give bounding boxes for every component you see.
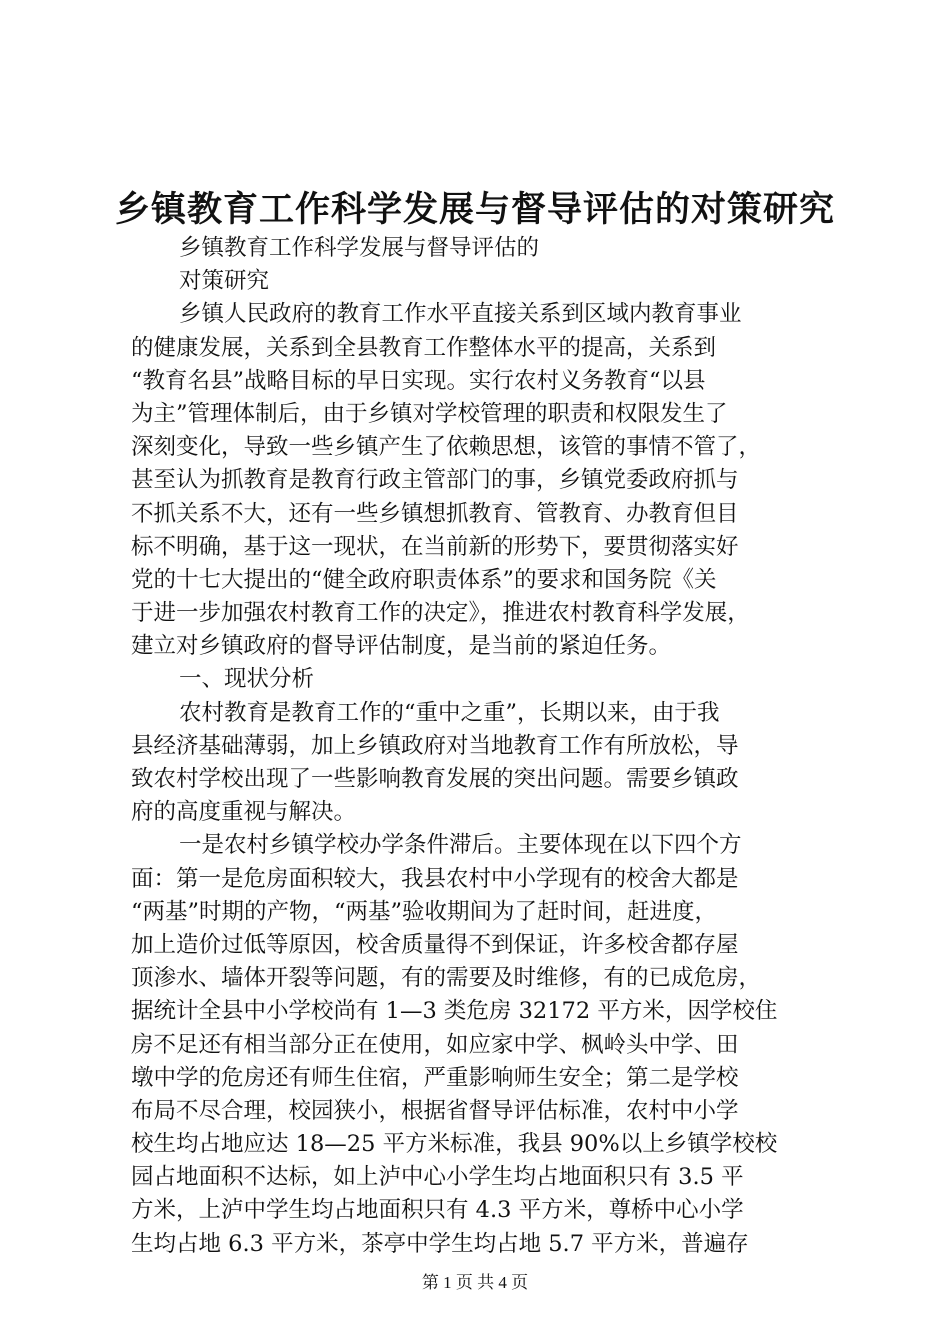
text-line: 布局不尽合理，校园狭小，根据省督导评估标准，农村中小学 (131, 1097, 739, 1124)
document-body (131, 232, 843, 1261)
text-line: 一是农村乡镇学校办学条件滞后。主要体现在以下四个方 (179, 832, 742, 859)
text-line: 乡镇人民政府的教育工作水平直接关系到区域内教育事业 (179, 301, 742, 328)
text-line: 不抓关系不大，还有一些乡镇想抓教育、管教育、办教育但目 (131, 500, 739, 527)
text-line: 加上造价过低等原因，校舍质量得不到保证，许多校舍都存屋 (131, 931, 739, 958)
text-line: 甚至认为抓教育是教育行政主管部门的事，乡镇党委政府抓与 (131, 467, 739, 494)
text-line: 于进一步加强农村教育工作的决定》，推进农村教育科学发展， (131, 600, 750, 627)
text-line: 乡镇教育工作科学发展与督导评估的 (179, 235, 540, 261)
text-line: 府的高度重视与解决。 (131, 799, 357, 826)
text-line: 县经济基础薄弱，加上乡镇政府对当地教育工作有所放松，导 (131, 732, 739, 759)
text-line: 校生均占地应达 18—25 平方米标准，我县 90%以上乡镇学校校 (131, 1131, 778, 1158)
text-line: 致农村学校出现了一些影响教育发展的突出问题。需要乡镇政 (131, 766, 739, 792)
text-line: 标不明确，基于这一现状，在当前新的形势下，要贯彻落实好 (131, 533, 739, 560)
text-line: 园占地面积不达标，如上泸中心小学生均占地面积只有 3.5 平 (131, 1164, 744, 1191)
text-line: 为主”管理体制后，由于乡镇对学校管理的职责和权限发生了 (131, 400, 728, 427)
text-line: 生均占地 6.3 平方米，茶亭中学生均占地 5.7 平方米，普遍存 (131, 1230, 749, 1257)
text-line: 的健康发展，关系到全县教育工作整体水平的提高，关系到 (131, 334, 717, 361)
text-line: 面：第一是危房面积较大，我县农村中小学现有的校舍大都是 (131, 865, 739, 892)
text-line: 一、现状分析 (179, 666, 315, 693)
text-line: 方米，上泸中学生均占地面积只有 4.3 平方米，尊桥中心小学 (131, 1197, 744, 1224)
document-title: 乡镇教育工作科学发展与督导评估的对策研究 (114, 190, 835, 230)
text-line: 据统计全县中小学校尚有 1—3 类危房 32172 平方米，因学校住 (131, 998, 778, 1025)
text-line: “教育名县”战略目标的早日实现。实行农村义务教育“以县 (131, 367, 706, 394)
text-line: 农村教育是教育工作的“重中之重”，长期以来，由于我 (179, 699, 720, 726)
text-line: 深刻变化，导致一些乡镇产生了依赖思想，该管的事情不管了， (131, 434, 762, 461)
page-footer: 第 1 页 共 4 页 (421, 1273, 529, 1292)
text-line: “两基”时期的产物，“两基”验收期间为了赶时间，赶进度， (131, 898, 718, 925)
text-line: 房不足还有相当部分正在使用，如应家中学、枫岭头中学、田 (131, 1031, 739, 1058)
text-line: 党的十七大提出的“健全政府职责体系”的要求和国务院《关 (131, 566, 717, 593)
text-line: 建立对乡镇政府的督导评估制度，是当前的紧迫任务。 (131, 633, 672, 660)
text-line: 墩中学的危房还有师生住宿，严重影响师生安全；第二是学校 (131, 1064, 739, 1091)
text-line: 顶渗水、墙体开裂等问题，有的需要及时维修，有的已成危房， (131, 965, 762, 992)
text-line: 对策研究 (179, 268, 270, 295)
